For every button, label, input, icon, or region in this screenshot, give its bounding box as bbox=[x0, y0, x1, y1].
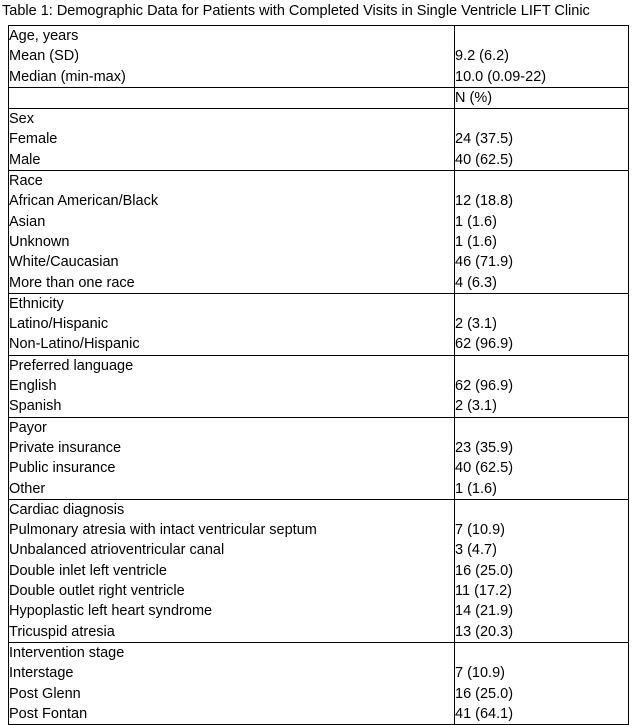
table-row bbox=[9, 252, 629, 272]
row-value: 10.0 (0.09-22) bbox=[455, 67, 629, 88]
row-value bbox=[455, 109, 629, 130]
row-label: Private insurance bbox=[9, 438, 455, 458]
section-label: Ethnicity bbox=[9, 293, 455, 314]
row-label: Spanish bbox=[9, 396, 455, 417]
table-row bbox=[9, 396, 629, 417]
row-value: 40 (62.5) bbox=[455, 458, 629, 478]
row-label: Tricuspid atresia bbox=[9, 622, 455, 643]
table-row bbox=[9, 458, 629, 478]
table-row bbox=[9, 150, 629, 171]
row-value bbox=[455, 26, 629, 47]
table-row bbox=[9, 376, 629, 396]
row-value bbox=[455, 171, 629, 192]
row-label: Male bbox=[9, 150, 455, 171]
row-value: 41 (64.1) bbox=[455, 704, 629, 725]
row-label: Post Fontan bbox=[9, 704, 455, 725]
table-row bbox=[9, 622, 629, 643]
section-header-row bbox=[9, 417, 629, 438]
row-value: 9.2 (6.2) bbox=[455, 46, 629, 66]
row-value bbox=[455, 355, 629, 376]
table-row bbox=[9, 684, 629, 704]
demographics-table bbox=[8, 25, 629, 725]
section-header-row bbox=[9, 109, 629, 130]
section-header-row bbox=[9, 499, 629, 520]
row-label: Double outlet right ventricle bbox=[9, 581, 455, 601]
column-header-n-percent: N (%) bbox=[455, 87, 629, 108]
row-value: 40 (62.5) bbox=[455, 150, 629, 171]
row-value: 23 (35.9) bbox=[455, 438, 629, 458]
table-row bbox=[9, 601, 629, 621]
section-label: Race bbox=[9, 171, 455, 192]
row-label: Unbalanced atrioventricular canal bbox=[9, 540, 455, 560]
row-value: 2 (3.1) bbox=[455, 314, 629, 334]
row-label: Pulmonary atresia with intact ventricular septum bbox=[9, 520, 455, 540]
section-header-row bbox=[9, 26, 629, 47]
table-row bbox=[9, 46, 629, 66]
table-row bbox=[9, 314, 629, 334]
row-label: Non-Latino/Hispanic bbox=[9, 334, 455, 355]
row-value: 16 (25.0) bbox=[455, 684, 629, 704]
table-row bbox=[9, 129, 629, 149]
row-value: 11 (17.2) bbox=[455, 581, 629, 601]
row-label: Median (min-max) bbox=[9, 67, 455, 88]
section-label: Cardiac diagnosis bbox=[9, 499, 455, 520]
section-header-row bbox=[9, 642, 629, 663]
row-label: Latino/Hispanic bbox=[9, 314, 455, 334]
table-row bbox=[9, 232, 629, 252]
row-value bbox=[455, 642, 629, 663]
row-value: 1 (1.6) bbox=[455, 479, 629, 500]
row-value: 62 (96.9) bbox=[455, 334, 629, 355]
table-row bbox=[9, 67, 629, 88]
table-row bbox=[9, 520, 629, 540]
row-label: Interstage bbox=[9, 663, 455, 683]
row-value: 16 (25.0) bbox=[455, 561, 629, 581]
table-body bbox=[9, 26, 629, 725]
row-value: 2 (3.1) bbox=[455, 396, 629, 417]
row-value: 24 (37.5) bbox=[455, 129, 629, 149]
row-label: Public insurance bbox=[9, 458, 455, 478]
section-label: Age, years bbox=[9, 26, 455, 47]
table-row bbox=[9, 479, 629, 500]
table-row bbox=[9, 663, 629, 683]
row-value: 7 (10.9) bbox=[455, 663, 629, 683]
row-label: Hypoplastic left heart syndrome bbox=[9, 601, 455, 621]
row-label: Other bbox=[9, 479, 455, 500]
table-row bbox=[9, 87, 629, 108]
table-row bbox=[9, 561, 629, 581]
section-label: Preferred language bbox=[9, 355, 455, 376]
row-label: White/Caucasian bbox=[9, 252, 455, 272]
row-value: 7 (10.9) bbox=[455, 520, 629, 540]
row-label: English bbox=[9, 376, 455, 396]
row-value: 14 (21.9) bbox=[455, 601, 629, 621]
section-label: Sex bbox=[9, 109, 455, 130]
row-label: Asian bbox=[9, 212, 455, 232]
row-label: African American/Black bbox=[9, 191, 455, 211]
row-value bbox=[455, 417, 629, 438]
row-label: Mean (SD) bbox=[9, 46, 455, 66]
table-row bbox=[9, 704, 629, 725]
table-row bbox=[9, 581, 629, 601]
section-header-row bbox=[9, 355, 629, 376]
table-row bbox=[9, 334, 629, 355]
row-value: 3 (4.7) bbox=[455, 540, 629, 560]
table-caption: Table 1: Demographic Data for Patients with Completed Visits in Single Ventricle LIFT Clinic bbox=[2, 3, 590, 19]
row-value: 4 (6.3) bbox=[455, 273, 629, 294]
table-row bbox=[9, 212, 629, 232]
row-label: Double inlet left ventricle bbox=[9, 561, 455, 581]
row-value: 13 (20.3) bbox=[455, 622, 629, 643]
table-row bbox=[9, 540, 629, 560]
row-label: Female bbox=[9, 129, 455, 149]
section-header-row bbox=[9, 293, 629, 314]
row-value: 1 (1.6) bbox=[455, 212, 629, 232]
table-row bbox=[9, 438, 629, 458]
table-row bbox=[9, 273, 629, 294]
table-row bbox=[9, 191, 629, 211]
row-value: 62 (96.9) bbox=[455, 376, 629, 396]
row-value: 46 (71.9) bbox=[455, 252, 629, 272]
row-value: 1 (1.6) bbox=[455, 232, 629, 252]
row-value bbox=[455, 293, 629, 314]
row-label bbox=[9, 87, 455, 108]
row-value bbox=[455, 499, 629, 520]
row-label: Post Glenn bbox=[9, 684, 455, 704]
row-label: More than one race bbox=[9, 273, 455, 294]
section-header-row bbox=[9, 171, 629, 192]
section-label: Payor bbox=[9, 417, 455, 438]
row-value: 12 (18.8) bbox=[455, 191, 629, 211]
section-label: Intervention stage bbox=[9, 642, 455, 663]
row-label: Unknown bbox=[9, 232, 455, 252]
